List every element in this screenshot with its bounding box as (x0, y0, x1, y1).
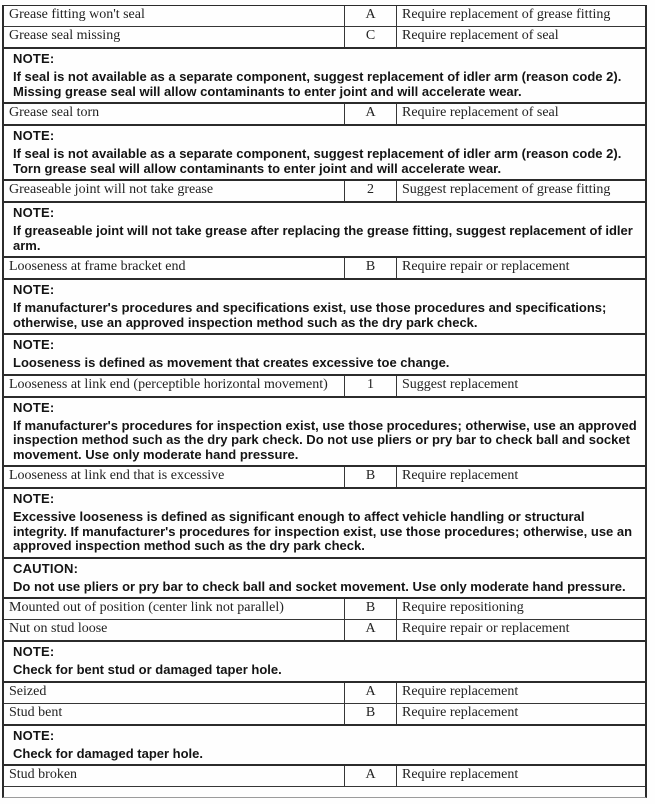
note-text: If manufacturer's procedures for inspection exist, use those procedures; otherwise, use an approved inspection method such as the dry park check. Do not use pliers or pry bar to check ball and socket movement. Use only moderate hand pressure. (13, 417, 637, 462)
inspection-criteria-table (2, 5, 647, 798)
action-cell: Require replacement (402, 704, 519, 720)
note-label: NOTE: (13, 399, 55, 415)
table-row (4, 102, 645, 124)
condition-cell: Stud bent (4, 704, 345, 724)
condition-cell: Looseness at link end (perceptible horizontal movement) (4, 376, 345, 396)
condition-cell: Greaseable joint will not take grease (4, 181, 345, 201)
action-cell: Require repair or replacement (402, 621, 570, 636)
table-row (4, 764, 645, 786)
note-row (4, 278, 645, 333)
note-text: Check for bent stud or damaged taper hole. (13, 662, 282, 677)
reason-code-cell: 2 (345, 181, 397, 201)
note-text: Do not use pliers or pry bar to check ball and socket movement. Use only moderate hand pressure. (13, 578, 626, 594)
condition-cell: Looseness at link end that is excessive (4, 467, 345, 487)
note-label: NOTE: (13, 644, 55, 659)
table-row (4, 256, 645, 278)
note-row (4, 333, 645, 374)
action-cell: Require replacement of seal (402, 28, 559, 43)
note-label: NOTE: (13, 51, 55, 66)
table-row (4, 465, 645, 487)
note-row (4, 124, 645, 179)
reason-code-cell: B (345, 467, 397, 487)
table-row (4, 179, 645, 201)
table-row (4, 6, 645, 26)
condition-cell: Nut on stud loose (4, 620, 345, 640)
note-row (4, 396, 645, 466)
reason-code-cell: C (345, 27, 397, 47)
reason-code-cell: B (345, 704, 397, 724)
condition-cell: Looseness at frame bracket end (4, 258, 345, 278)
table-row (4, 597, 645, 619)
condition-cell: Seized (4, 683, 345, 703)
note-label: NOTE: (13, 337, 55, 352)
note-label: NOTE: (13, 727, 55, 743)
reason-code-cell: A (345, 620, 397, 640)
reason-code-cell: A (345, 766, 397, 786)
note-row (4, 487, 645, 557)
reason-code-cell: 1 (345, 376, 397, 396)
action-cell: Suggest replacement (402, 376, 519, 392)
caution-row (4, 557, 645, 598)
condition-cell: Grease seal torn (4, 104, 345, 124)
table-row (4, 374, 645, 396)
note-row (4, 47, 645, 102)
action-cell: Require replacement (402, 767, 519, 782)
note-row (4, 640, 645, 681)
action-cell: Require replacement of seal (402, 105, 559, 120)
note-label: NOTE: (13, 282, 55, 297)
action-cell: Require replacement (402, 468, 519, 483)
note-label: NOTE: (13, 491, 55, 506)
reason-code-cell: A (345, 104, 397, 124)
note-text: If greaseable joint will not take grease after replacing the grease fitting, suggest replacement of idler arm. (13, 223, 633, 253)
condition-cell: Stud broken (4, 766, 345, 786)
table-row (4, 619, 645, 640)
reason-code-cell: A (345, 6, 397, 26)
table-row (4, 681, 645, 703)
note-row (4, 724, 645, 765)
note-text: Looseness is defined as movement that creates excessive toe change. (13, 355, 450, 370)
empty-row (4, 786, 645, 797)
note-text: Excessive looseness is defined as significant enough to affect vehicle handling or structural integrity. If manufacturer's procedures for inspection exist, use those procedures; otherwise, use an approved inspection method such as the dry park check. (13, 509, 633, 553)
table-row (4, 703, 645, 724)
note-text: If manufacturer's procedures and specifications exist, use those procedures and specifications; otherwise, use an approved inspection method such as the dry park check. (13, 300, 607, 330)
note-label: NOTE: (13, 205, 55, 220)
action-cell: Require repositioning (402, 600, 524, 615)
condition-cell: Grease seal missing (4, 27, 345, 47)
action-cell: Require replacement of grease fitting (402, 7, 611, 22)
reason-code-cell: A (345, 683, 397, 703)
action-cell: Require repair or replacement (402, 259, 570, 274)
action-cell: Suggest replacement of grease fitting (402, 182, 611, 197)
reason-code-cell: B (345, 258, 397, 278)
reason-code-cell: B (345, 599, 397, 619)
note-row (4, 201, 645, 256)
note-text: If seal is not available as a separate component, suggest replacement of idler arm (reason code 2). Torn grease seal will allow contaminants to enter joint and will accelerate wear. (13, 146, 622, 176)
note-text: If seal is not available as a separate component, suggest replacement of idler arm (reason code 2). Missing grease seal will allow contaminants to enter joint and will accelerate wear. (13, 69, 622, 99)
action-cell: Require replacement (402, 683, 519, 699)
condition-cell: Grease fitting won't seal (4, 6, 345, 26)
note-text: Check for damaged taper hole. (13, 745, 203, 761)
condition-cell: Mounted out of position (center link not parallel) (4, 599, 345, 619)
note-label: CAUTION: (13, 560, 79, 576)
table-row (4, 26, 645, 47)
note-label: NOTE: (13, 128, 55, 143)
